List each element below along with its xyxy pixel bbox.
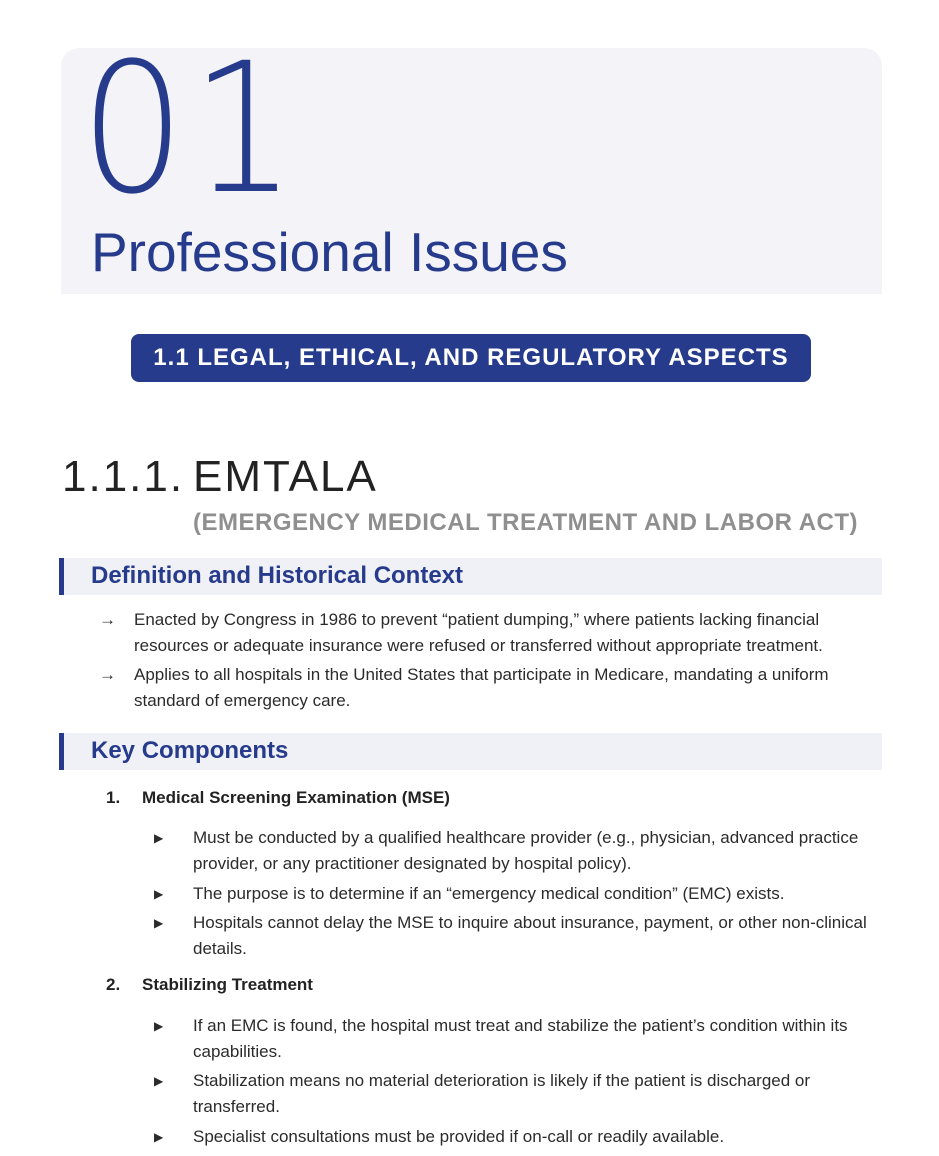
subsection-number: 1.1.1. xyxy=(62,452,185,501)
key-components-heading-bar xyxy=(59,733,882,770)
subsection-title: EMTALA xyxy=(193,452,378,501)
triangle-right-icon: ▶ xyxy=(154,887,164,901)
chapter-number: 01 xyxy=(80,25,302,234)
list-item-text: Enacted by Congress in 1986 to prevent “patient dumping,” where patients lacking financial resources or adequate insurance were refused or transferred without appropriate treatment. xyxy=(134,610,823,655)
list-item-text: Must be conducted by a qualified healthcare provider (e.g., physician, advanced practice provider, or any practitioner designated by hospital policy). xyxy=(193,828,859,873)
arrow-right-icon: → xyxy=(99,610,116,629)
arrow-right-icon: → xyxy=(99,665,116,684)
list-item-text: Stabilization means no material deterioration is likely if the patient is discharged or transferred. xyxy=(193,1071,811,1116)
subsection-subtitle: (EMERGENCY MEDICAL TREATMENT AND LABOR ACT) xyxy=(193,509,859,536)
chapter-title: Professional Issues xyxy=(91,221,568,283)
item-number: 2. xyxy=(106,975,121,994)
item-title: Medical Screening Examination (MSE) xyxy=(142,788,450,807)
item-title: Stabilizing Treatment xyxy=(142,975,313,994)
definition-heading: Definition and Historical Context xyxy=(91,562,464,589)
definition-heading-bar xyxy=(59,558,882,595)
list-item-text: Hospitals cannot delay the MSE to inquire about insurance, payment, or other non-clinical details. xyxy=(193,913,867,958)
triangle-right-icon: ▶ xyxy=(154,916,164,930)
triangle-right-icon: ▶ xyxy=(154,1074,164,1088)
triangle-right-icon: ▶ xyxy=(154,1130,164,1144)
list-item-text: Specialist consultations must be provided if on-call or readily available. xyxy=(193,1127,725,1146)
triangle-right-icon: ▶ xyxy=(154,831,164,845)
section-banner: 1.1 LEGAL, ETHICAL, AND REGULATORY ASPECTS xyxy=(131,334,811,382)
item-number: 1. xyxy=(106,788,121,807)
list-item-text: The purpose is to determine if an “emergency medical condition” (EMC) exists. xyxy=(193,884,785,903)
key-components-heading: Key Components xyxy=(91,737,289,764)
list-item-text: Applies to all hospitals in the United States that participate in Medicare, mandating a uniform standard of emergency care. xyxy=(134,665,829,710)
triangle-right-icon: ▶ xyxy=(154,1019,164,1033)
list-item-text: If an EMC is found, the hospital must treat and stabilize the patient’s condition within its capabilities. xyxy=(193,1016,848,1061)
